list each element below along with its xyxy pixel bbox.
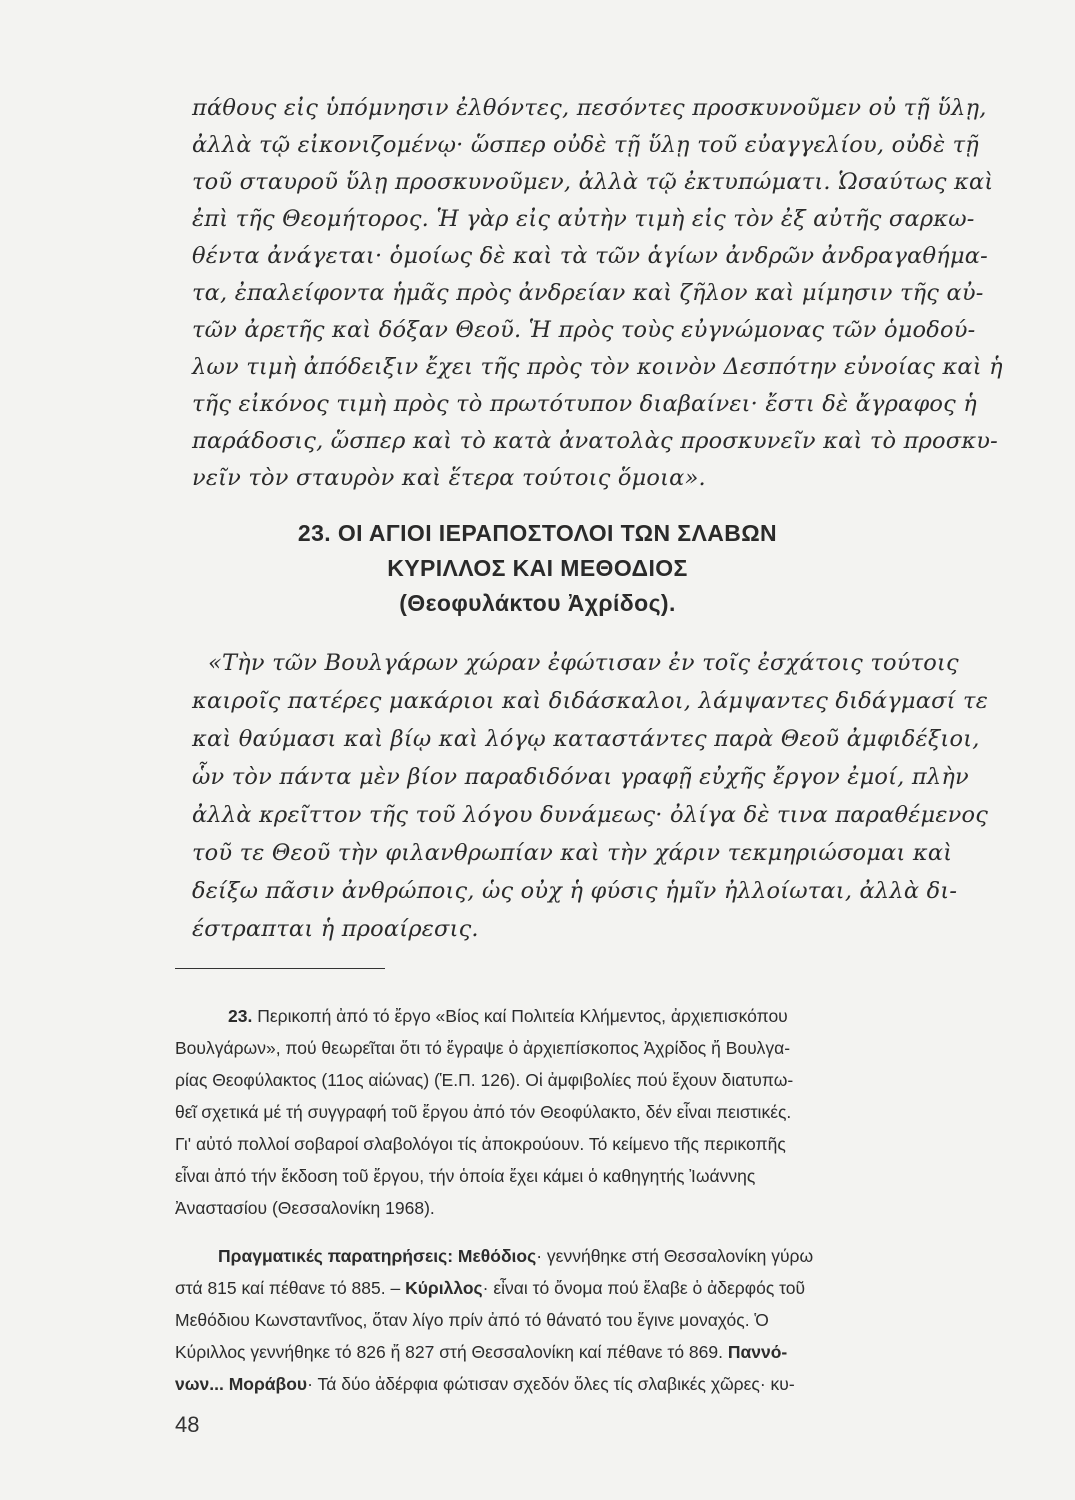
notes-term: νων... Μοράβου xyxy=(175,1374,308,1394)
text-line: τα, ἐπαλείφοντα ἡμᾶς πρὸς ἀνδρείαν καὶ ζῆλον καὶ μίμησιν τῆς αὐ- xyxy=(192,280,984,306)
notes-text: · εἶναι τό ὄνομα πού ἔλαβε ὁ ἀδερφός τοῦ xyxy=(482,1278,806,1298)
notes-label: Πραγματικές παρατηρήσεις: Μεθόδιος xyxy=(218,1246,537,1266)
notes-text: στά 815 καί πέθανε τό 885. – xyxy=(175,1278,406,1298)
notes-line xyxy=(175,1374,795,1395)
notes-term: Κύριλλος xyxy=(405,1278,483,1298)
notes-line xyxy=(175,1342,787,1363)
text-line: ἀλλὰ τῷ εἰκονιζομένῳ· ὥσπερ οὐδὲ τῇ ὕλῃ τοῦ εὐαγγελίου, οὐδὲ τῇ xyxy=(192,132,979,158)
text-line: νεῖν τὸν σταυρὸν καὶ ἕτερα τούτοις ὅμοια». xyxy=(192,465,706,491)
section-heading-line-3: (Θεοφυλάκτου Ἀχρίδος). xyxy=(399,590,676,616)
text-line: θέντα ἀνάγεται· ὁμοίως δὲ καὶ τὰ τῶν ἁγίων ἀνδρῶν ἀνδραγαθήμα- xyxy=(192,243,988,269)
text-line: καὶ θαύμασι καὶ βίῳ καὶ λόγῳ καταστάντες παρὰ Θεοῦ ἀμφιδέξιοι, xyxy=(192,726,980,752)
footnote-number: 23. xyxy=(228,1006,253,1026)
notes-term: Παννό- xyxy=(727,1342,788,1362)
footnote-line: Βουλγάρων», πού θεωρεῖται ὅτι τό ἔγραψε ὁ ἀρχιεπίσκοπος Ἀχρίδος ἤ Βουλγα- xyxy=(175,1038,791,1058)
text-line: παράδοσις, ὥσπερ καὶ τὸ κατὰ ἀνατολὰς προσκυνεῖν καὶ τὸ προσκυ- xyxy=(192,428,998,454)
footnote-line: θεῖ σχετικά μέ τή συγγραφή τοῦ ἔργου ἀπό τόν Θεοφύλακτο, δέν εἶναι πειστικές. xyxy=(175,1102,792,1122)
section-heading-line-2: ΚΥΡΙΛΛΟΣ ΚΑΙ ΜΕΘΟΔΙΟΣ xyxy=(387,555,688,581)
section-heading-line-1: 23. ΟΙ ΑΓΙΟΙ ΙΕΡΑΠΟΣΤΟΛΟΙ ΤΩΝ ΣΛΑΒΩΝ xyxy=(297,520,778,546)
text-line: τῶν ἀρετῆς καὶ δόξαν Θεοῦ. Ἡ πρὸς τοὺς εὐγνώμονας τῶν ὁμοδού- xyxy=(192,317,976,343)
footnote-line: ρίας Θεοφύλακτος (11ος αἰώνας) (Ἑ.Π. 126). Οἱ ἀμφιβολίες πού ἔχουν διατυπω- xyxy=(175,1070,794,1090)
footnote-line: εἶναι ἀπό τήν ἔκδοση τοῦ ἔργου, τήν ὁποία ἔχει κάμει ὁ καθηγητής Ἰωάννης xyxy=(175,1166,756,1186)
text-line: τοῦ σταυροῦ ὕλῃ προσκυνοῦμεν, ἀλλὰ τῷ ἐκτυπώματι. Ὡσαύτως καὶ xyxy=(192,169,994,195)
notes-line: Μεθόδιου Κωνσταντῖνος, ὅταν λίγο πρίν ἀπό τό θάνατό του ἔγινε μοναχός. Ὁ xyxy=(175,1310,769,1330)
footnote-line: Γι' αὐτό πολλοί σοβαροί σλαβολόγοι τίς ἀποκρούουν. Τό κείμενο τῆς περικοπῆς xyxy=(175,1134,786,1154)
text-line: ἀλλὰ κρεῖττον τῆς τοῦ λόγου δυνάμεως· ὀλίγα δὲ τινα παραθέμενος xyxy=(192,802,989,828)
text-line: τοῦ τε Θεοῦ τὴν φιλανθρωπίαν καὶ τὴν χάριν τεκμηριώσομαι καὶ xyxy=(192,840,953,866)
text-line: ἐπὶ τῆς Θεομήτορος. Ἡ γὰρ εἰς αὐτὴν τιμὴ εἰς τὸν ἐξ αὐτῆς σαρκω- xyxy=(192,206,975,232)
notes-text: · γεννήθηκε στή Θεσσαλονίκη γύρω xyxy=(536,1246,814,1266)
footnote-separator xyxy=(175,968,385,969)
text-line: «Τὴν τῶν Βουλγάρων χώραν ἐφώτισαν ἐν τοῖς ἐσχάτοις τούτοις xyxy=(208,650,959,676)
footnote-text: Περικοπή ἀπό τό ἔργο «Βίος καί Πολιτεία Κλήμεντος, ἀρχιεπισκόπου xyxy=(252,1006,788,1026)
text-line: ὧν τὸν πάντα μὲν βίον παραδιδόναι γραφῇ εὐχῆς ἔργον ἐμοί, πλὴν xyxy=(192,764,969,790)
notes-text: Κύριλλος γεννήθηκε τό 826 ἤ 827 στή Θεσσαλονίκη καί πέθανε τό 869. xyxy=(175,1342,728,1362)
notes-text: · Τά δύο ἀδέρφια φώτισαν σχεδόν ὅλες τίς σλαβικές χῶρες· κυ- xyxy=(307,1374,795,1394)
text-line: καιροῖς πατέρες μακάριοι καὶ διδάσκαλοι, λάμψαντες διδάγμασί τε xyxy=(192,688,988,714)
text-line: δείξω πᾶσιν ἀνθρώποις, ὡς οὐχ ἡ φύσις ἡμῖν ἠλλοίωται, ἀλλὰ δι- xyxy=(192,878,958,904)
notes-line xyxy=(218,1246,813,1267)
footnote-line: Ἀναστασίου (Θεσσαλονίκη 1968). xyxy=(175,1198,435,1218)
text-line: πάθους εἰς ὑπόμνησιν ἐλθόντες, πεσόντες προσκυνοῦμεν οὐ τῇ ὕλῃ, xyxy=(192,95,987,121)
notes-line xyxy=(175,1278,805,1299)
footnote-line xyxy=(228,1006,788,1027)
text-line: τῆς εἰκόνος τιμὴ πρὸς τὸ πρωτότυπον διαβαίνει· ἔστι δὲ ἄγραφος ἡ xyxy=(192,391,977,417)
page-number: 48 xyxy=(175,1412,200,1437)
text-line: λων τιμὴ ἀπόδειξιν ἔχει τῆς πρὸς τὸν κοινὸν Δεσπότην εὐνοίας καὶ ἡ xyxy=(192,354,1003,380)
text-line: έστραπται ἡ προαίρεσις. xyxy=(192,916,479,942)
